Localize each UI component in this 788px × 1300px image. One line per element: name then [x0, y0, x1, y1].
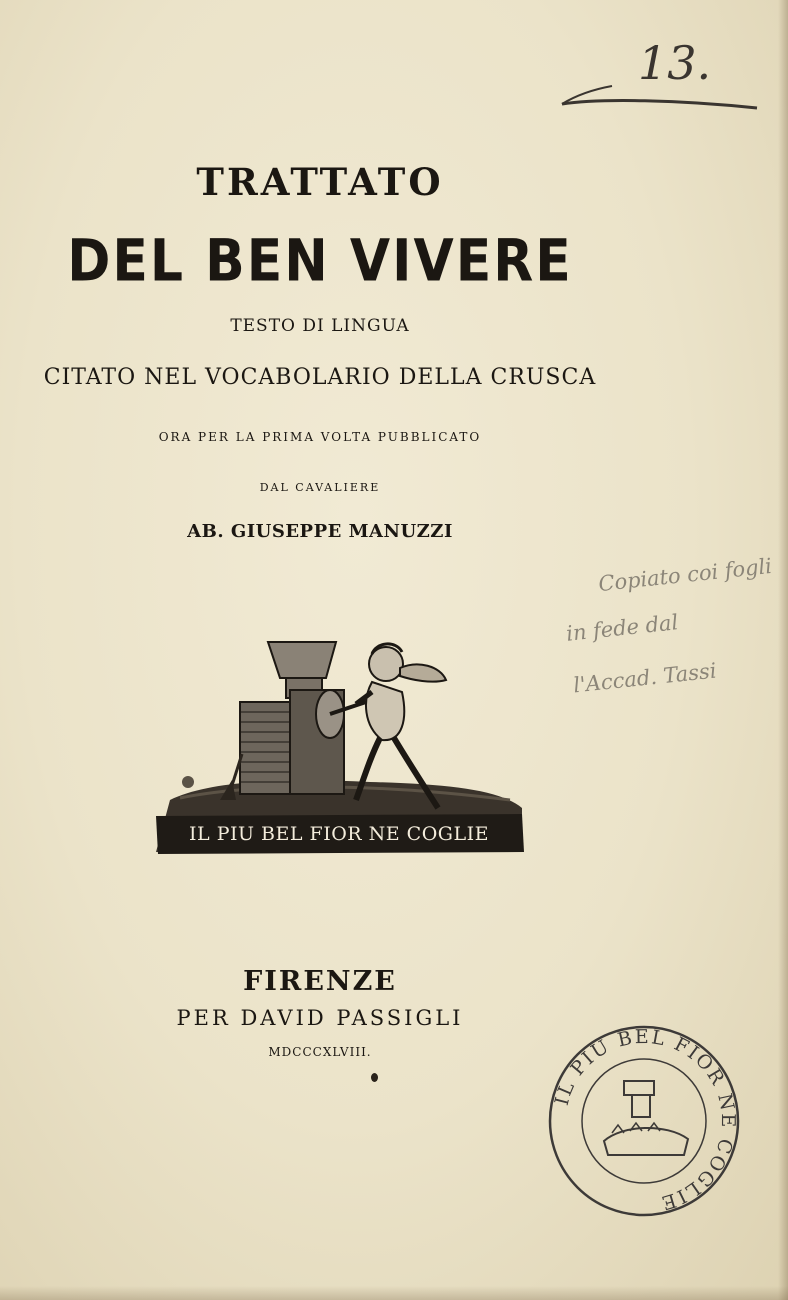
editor-prefix: DAL CAVALIERE — [259, 481, 381, 494]
imprint-year: MDCCCXLVIII. — [268, 1045, 372, 1059]
cited-line: CITATO NEL VOCABOLARIO DELLA CRUSCA — [43, 365, 597, 390]
emblem-motto: IL PIU BEL FIOR NE COGLIE — [189, 823, 489, 845]
title-line-2: DEL BEN VIVERE — [67, 228, 573, 296]
ink-dot — [371, 1073, 378, 1082]
imprint-city: FIRENZE — [243, 966, 397, 997]
page-bottom-shadow — [0, 1286, 788, 1300]
library-stamp — [546, 1023, 742, 1219]
publication-note: ORA PER LA PRIMA VOLTA PUBBLICATO — [158, 430, 482, 444]
shelf-number: 13. — [638, 36, 712, 90]
stamp-text: IL PIU BEL FIOR NE COGLIE — [550, 1025, 740, 1215]
imprint-publisher: PER DAVID PASSIGLI — [176, 1006, 464, 1030]
marginal-note-line-2: in fede dal — [565, 610, 680, 646]
editor-name: AB. GIUSEPPE MANUZZI — [187, 521, 453, 542]
subtitle: TESTO DI LINGUA — [230, 316, 410, 336]
page-edge-shadow — [778, 0, 788, 1300]
marginal-note-line-3: l'Accad. Tassi — [572, 658, 718, 698]
title-line-1: TRATTATO — [196, 160, 444, 204]
marginal-note-line-1: Copiato coi fogli — [597, 553, 774, 597]
